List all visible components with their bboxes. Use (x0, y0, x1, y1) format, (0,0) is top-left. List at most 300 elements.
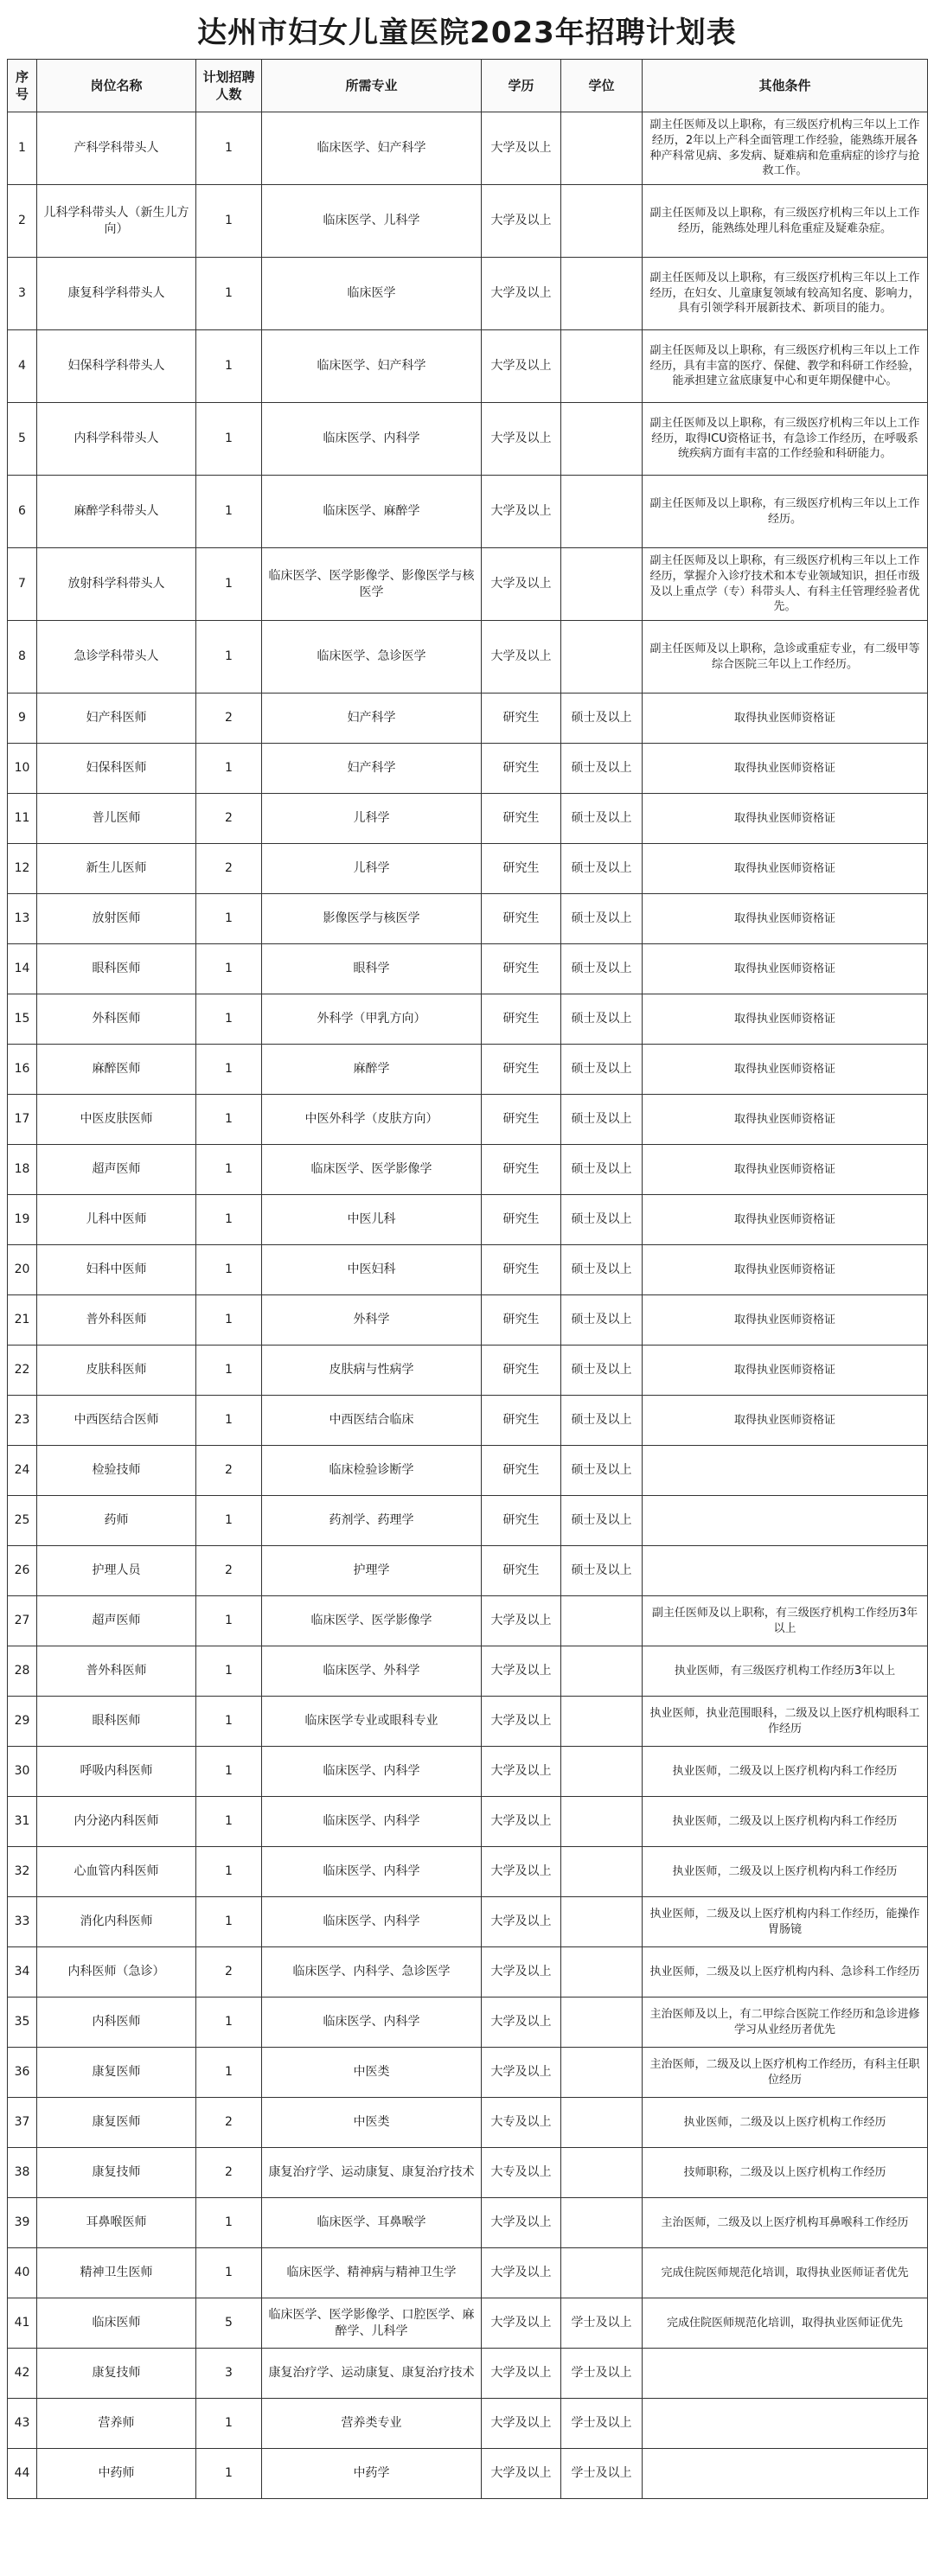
cell-degree (561, 1947, 643, 1998)
cell-education: 大学及以上 (482, 258, 561, 330)
table-row (8, 894, 928, 944)
cell-degree (561, 330, 643, 403)
cell-degree (561, 2148, 643, 2198)
table-row (8, 403, 928, 476)
cell-notes (643, 1496, 928, 1546)
cell-no: 33 (8, 1897, 37, 1947)
cell-no: 42 (8, 2349, 37, 2399)
cell-no: 11 (8, 794, 37, 844)
cell-education: 大学及以上 (482, 1947, 561, 1998)
cell-education: 大学及以上 (482, 2449, 561, 2499)
cell-degree (561, 1747, 643, 1797)
cell-notes: 副主任医师及以上职称，有三级医疗机构三年以上工作经历。 (643, 476, 928, 548)
cell-position: 皮肤科医师 (37, 1346, 196, 1396)
cell-major: 妇产科学 (262, 694, 482, 744)
cell-education: 研究生 (482, 894, 561, 944)
table-row (8, 2248, 928, 2298)
cell-notes: 执业医师，二级及以上医疗机构内科工作经历 (643, 1747, 928, 1797)
cell-degree (561, 2248, 643, 2298)
cell-major: 眼科学 (262, 944, 482, 994)
document-title: 达州市妇女儿童医院2023年招聘计划表 (197, 16, 737, 50)
cell-education: 大学及以上 (482, 2298, 561, 2349)
cell-position: 营养师 (37, 2399, 196, 2449)
cell-no: 14 (8, 944, 37, 994)
cell-position: 麻醉学科带头人 (37, 476, 196, 548)
table-row (8, 621, 928, 694)
cell-education: 大学及以上 (482, 2399, 561, 2449)
cell-position: 康复科学科带头人 (37, 258, 196, 330)
cell-major: 康复治疗学、运动康复、康复治疗技术 (262, 2349, 482, 2399)
cell-degree: 学士及以上 (561, 2298, 643, 2349)
cell-count: 1 (196, 2048, 262, 2098)
cell-notes: 取得执业医师资格证 (643, 1245, 928, 1295)
cell-major: 中医妇科 (262, 1245, 482, 1295)
cell-count: 1 (196, 258, 262, 330)
cell-no: 25 (8, 1496, 37, 1546)
table-row (8, 2349, 928, 2399)
cell-degree (561, 621, 643, 694)
table-row (8, 548, 928, 621)
cell-education: 研究生 (482, 1496, 561, 1546)
cell-position: 妇科中医师 (37, 1245, 196, 1295)
cell-degree: 硕士及以上 (561, 844, 643, 894)
cell-position: 妇产科医师 (37, 694, 196, 744)
cell-major: 临床医学、耳鼻喉学 (262, 2198, 482, 2248)
cell-notes: 取得执业医师资格证 (643, 1145, 928, 1195)
cell-degree: 硕士及以上 (561, 1145, 643, 1195)
cell-count: 1 (196, 2248, 262, 2298)
cell-education: 研究生 (482, 1195, 561, 1245)
table-row (8, 1646, 928, 1697)
cell-count: 1 (196, 1045, 262, 1095)
cell-no: 10 (8, 744, 37, 794)
cell-position: 康复技师 (37, 2349, 196, 2399)
cell-degree (561, 2098, 643, 2148)
cell-major: 临床医学、儿科学 (262, 185, 482, 258)
cell-position: 眼科医师 (37, 1697, 196, 1747)
cell-position: 放射医师 (37, 894, 196, 944)
cell-no: 35 (8, 1998, 37, 2048)
cell-education: 大学及以上 (482, 476, 561, 548)
cell-education: 大学及以上 (482, 548, 561, 621)
cell-education: 大学及以上 (482, 112, 561, 185)
table-row (8, 1396, 928, 1446)
cell-position: 内科学科带头人 (37, 403, 196, 476)
cell-major: 营养类专业 (262, 2399, 482, 2449)
cell-degree (561, 185, 643, 258)
cell-education: 大学及以上 (482, 2048, 561, 2098)
cell-no: 20 (8, 1245, 37, 1295)
cell-notes (643, 2449, 928, 2499)
cell-no: 26 (8, 1546, 37, 1596)
cell-no: 6 (8, 476, 37, 548)
cell-education: 研究生 (482, 1295, 561, 1346)
cell-degree (561, 1697, 643, 1747)
table-row (8, 1897, 928, 1947)
table-row (8, 1847, 928, 1897)
cell-no: 27 (8, 1596, 37, 1646)
cell-no: 24 (8, 1446, 37, 1496)
cell-notes: 取得执业医师资格证 (643, 1346, 928, 1396)
cell-education: 研究生 (482, 844, 561, 894)
cell-no: 40 (8, 2248, 37, 2298)
cell-notes: 主治医师及以上，有二甲综合医院工作经历和急诊进修学习从业经历者优先 (643, 1998, 928, 2048)
cell-major: 皮肤病与性病学 (262, 1346, 482, 1396)
cell-count: 1 (196, 1295, 262, 1346)
cell-education: 大学及以上 (482, 1998, 561, 2048)
header-count: 计划招聘人数 (196, 60, 262, 112)
cell-no: 21 (8, 1295, 37, 1346)
cell-major: 临床医学、内科学 (262, 1998, 482, 2048)
cell-count: 1 (196, 112, 262, 185)
cell-major: 临床医学、医学影像学 (262, 1596, 482, 1646)
cell-degree (561, 1797, 643, 1847)
cell-count: 1 (196, 185, 262, 258)
cell-education: 大学及以上 (482, 1596, 561, 1646)
table-row (8, 794, 928, 844)
cell-degree: 硕士及以上 (561, 1446, 643, 1496)
cell-notes: 执业医师，二级及以上医疗机构工作经历 (643, 2098, 928, 2148)
cell-major: 临床医学、急诊医学 (262, 621, 482, 694)
cell-notes (643, 1546, 928, 1596)
cell-notes: 执业医师，执业范围眼科，二级及以上医疗机构眼科工作经历 (643, 1697, 928, 1747)
cell-notes: 执业医师，二级及以上医疗机构内科、急诊科工作经历 (643, 1947, 928, 1998)
cell-major: 临床医学、内科学、急诊医学 (262, 1947, 482, 1998)
cell-no: 3 (8, 258, 37, 330)
table-row (8, 1947, 928, 1998)
table-row (8, 1446, 928, 1496)
table-row (8, 1145, 928, 1195)
cell-degree (561, 2048, 643, 2098)
cell-degree (561, 1998, 643, 2048)
cell-education: 大学及以上 (482, 1747, 561, 1797)
cell-position: 普外科医师 (37, 1295, 196, 1346)
cell-major: 外科学 (262, 1295, 482, 1346)
cell-notes: 完成住院医师规范化培训，取得执业医师证优先 (643, 2298, 928, 2349)
cell-major: 中西医结合临床 (262, 1396, 482, 1446)
cell-degree: 硕士及以上 (561, 1245, 643, 1295)
cell-count: 2 (196, 1446, 262, 1496)
cell-no: 4 (8, 330, 37, 403)
cell-notes: 取得执业医师资格证 (643, 794, 928, 844)
cell-position: 放射科学科带头人 (37, 548, 196, 621)
cell-major: 临床医学、精神病与精神卫生学 (262, 2248, 482, 2298)
cell-education: 大学及以上 (482, 403, 561, 476)
cell-count: 1 (196, 1646, 262, 1697)
cell-no: 13 (8, 894, 37, 944)
cell-major: 麻醉学 (262, 1045, 482, 1095)
cell-notes: 副主任医师及以上职称，有三级医疗机构三年以上工作经历，取得ICU资格证书，有急诊工作经历，在呼吸系统疾病方面有丰富的工作经验和科研能力。 (643, 403, 928, 476)
cell-degree: 硕士及以上 (561, 894, 643, 944)
cell-education: 研究生 (482, 1245, 561, 1295)
cell-notes: 副主任医师及以上职称，有三级医疗机构三年以上工作经历，具有丰富的医疗、保健、教学和科研工作经验，能承担建立盆底康复中心和更年期保健中心。 (643, 330, 928, 403)
cell-position: 超声医师 (37, 1596, 196, 1646)
cell-no: 39 (8, 2198, 37, 2248)
table-row (8, 1295, 928, 1346)
table-row (8, 2399, 928, 2449)
cell-position: 外科医师 (37, 994, 196, 1045)
table-row (8, 2148, 928, 2198)
cell-major: 临床医学、麻醉学 (262, 476, 482, 548)
cell-degree: 硕士及以上 (561, 1496, 643, 1546)
cell-education: 大学及以上 (482, 2198, 561, 2248)
cell-position: 护理人员 (37, 1546, 196, 1596)
cell-no: 12 (8, 844, 37, 894)
cell-education: 研究生 (482, 1346, 561, 1396)
cell-major: 儿科学 (262, 844, 482, 894)
cell-position: 精神卫生医师 (37, 2248, 196, 2298)
cell-position: 产科学科带头人 (37, 112, 196, 185)
cell-degree (561, 258, 643, 330)
table-row (8, 2048, 928, 2098)
cell-education: 大学及以上 (482, 621, 561, 694)
cell-notes: 取得执业医师资格证 (643, 694, 928, 744)
table-row (8, 258, 928, 330)
cell-major: 中药学 (262, 2449, 482, 2499)
cell-notes: 主治医师，二级及以上医疗机构耳鼻喉科工作经历 (643, 2198, 928, 2248)
cell-position: 儿科中医师 (37, 1195, 196, 1245)
table-row (8, 1998, 928, 2048)
cell-no: 15 (8, 994, 37, 1045)
table-row (8, 2449, 928, 2499)
cell-major: 临床医学、内科学 (262, 403, 482, 476)
cell-position: 超声医师 (37, 1145, 196, 1195)
cell-no: 1 (8, 112, 37, 185)
cell-position: 儿科学科带头人（新生儿方向） (37, 185, 196, 258)
cell-position: 康复医师 (37, 2048, 196, 2098)
table-header-row (8, 60, 928, 112)
table-row (8, 1195, 928, 1245)
cell-count: 1 (196, 1095, 262, 1145)
cell-count: 1 (196, 1396, 262, 1446)
cell-education: 大专及以上 (482, 2148, 561, 2198)
cell-position: 中药师 (37, 2449, 196, 2499)
cell-notes: 副主任医师及以上职称，急诊或重症专业，有二级甲等综合医院三年以上工作经历。 (643, 621, 928, 694)
cell-education: 大学及以上 (482, 1646, 561, 1697)
cell-count: 1 (196, 1346, 262, 1396)
cell-notes: 完成住院医师规范化培训，取得执业医师证者优先 (643, 2248, 928, 2298)
cell-position: 内分泌内科医师 (37, 1797, 196, 1847)
cell-count: 1 (196, 1998, 262, 2048)
cell-position: 康复医师 (37, 2098, 196, 2148)
cell-education: 大学及以上 (482, 330, 561, 403)
cell-no: 23 (8, 1396, 37, 1446)
cell-notes: 取得执业医师资格证 (643, 1045, 928, 1095)
cell-position: 康复技师 (37, 2148, 196, 2198)
cell-degree: 硕士及以上 (561, 694, 643, 744)
cell-count: 3 (196, 2349, 262, 2399)
cell-count: 1 (196, 548, 262, 621)
cell-count: 1 (196, 744, 262, 794)
cell-no: 7 (8, 548, 37, 621)
table-body (8, 112, 928, 2499)
cell-degree: 学士及以上 (561, 2449, 643, 2499)
cell-education: 研究生 (482, 1045, 561, 1095)
cell-education: 大专及以上 (482, 2098, 561, 2148)
cell-degree (561, 1847, 643, 1897)
table-row (8, 1496, 928, 1546)
cell-position: 内科医师（急诊） (37, 1947, 196, 1998)
cell-position: 普外科医师 (37, 1646, 196, 1697)
cell-degree (561, 1596, 643, 1646)
table-row (8, 2198, 928, 2248)
cell-no: 29 (8, 1697, 37, 1747)
cell-major: 临床医学、内科学 (262, 1897, 482, 1947)
cell-no: 43 (8, 2399, 37, 2449)
table-row (8, 476, 928, 548)
table-row (8, 2098, 928, 2148)
cell-position: 中医皮肤医师 (37, 1095, 196, 1145)
table-row (8, 1797, 928, 1847)
cell-no: 5 (8, 403, 37, 476)
table-row (8, 112, 928, 185)
cell-education: 研究生 (482, 1095, 561, 1145)
cell-degree: 硕士及以上 (561, 1546, 643, 1596)
cell-major: 临床医学、医学影像学 (262, 1145, 482, 1195)
cell-notes: 取得执业医师资格证 (643, 1195, 928, 1245)
cell-degree: 学士及以上 (561, 2399, 643, 2449)
cell-education: 研究生 (482, 1396, 561, 1446)
cell-no: 38 (8, 2148, 37, 2198)
cell-major: 临床医学、内科学 (262, 1797, 482, 1847)
cell-no: 16 (8, 1045, 37, 1095)
cell-education: 研究生 (482, 994, 561, 1045)
cell-major: 中医类 (262, 2048, 482, 2098)
cell-position: 耳鼻喉医师 (37, 2198, 196, 2248)
table-row (8, 994, 928, 1045)
cell-count: 1 (196, 330, 262, 403)
cell-major: 临床医学、医学影像学、影像医学与核医学 (262, 548, 482, 621)
cell-notes: 主治医师，二级及以上医疗机构工作经历，有科主任职位经历 (643, 2048, 928, 2098)
cell-degree (561, 2198, 643, 2248)
cell-major: 临床医学、外科学 (262, 1646, 482, 1697)
cell-count: 2 (196, 694, 262, 744)
cell-education: 研究生 (482, 794, 561, 844)
cell-major: 中医儿科 (262, 1195, 482, 1245)
cell-degree: 硕士及以上 (561, 744, 643, 794)
cell-no: 44 (8, 2449, 37, 2499)
cell-no: 32 (8, 1847, 37, 1897)
cell-count: 2 (196, 794, 262, 844)
cell-degree: 硕士及以上 (561, 1346, 643, 1396)
cell-no: 41 (8, 2298, 37, 2349)
cell-major: 临床医学、内科学 (262, 1747, 482, 1797)
cell-no: 30 (8, 1747, 37, 1797)
cell-position: 消化内科医师 (37, 1897, 196, 1947)
cell-major: 护理学 (262, 1546, 482, 1596)
cell-education: 研究生 (482, 1446, 561, 1496)
cell-education: 大学及以上 (482, 2248, 561, 2298)
cell-position: 新生儿医师 (37, 844, 196, 894)
cell-major: 儿科学 (262, 794, 482, 844)
header-notes: 其他条件 (643, 60, 928, 112)
cell-notes: 取得执业医师资格证 (643, 744, 928, 794)
cell-notes: 技师职称，二级及以上医疗机构工作经历 (643, 2148, 928, 2198)
cell-count: 1 (196, 1245, 262, 1295)
cell-major: 外科学（甲乳方向） (262, 994, 482, 1045)
cell-major: 妇产科学 (262, 744, 482, 794)
cell-major: 药剂学、药理学 (262, 1496, 482, 1546)
table-row (8, 1596, 928, 1646)
cell-notes (643, 1446, 928, 1496)
cell-count: 2 (196, 1546, 262, 1596)
cell-count: 1 (196, 1195, 262, 1245)
table-row (8, 185, 928, 258)
cell-major: 中医外科学（皮肤方向） (262, 1095, 482, 1145)
cell-degree: 硕士及以上 (561, 944, 643, 994)
cell-count: 1 (196, 994, 262, 1045)
cell-position: 普儿医师 (37, 794, 196, 844)
cell-position: 急诊学科带头人 (37, 621, 196, 694)
cell-position: 检验技师 (37, 1446, 196, 1496)
cell-education: 大学及以上 (482, 1697, 561, 1747)
cell-major: 中医类 (262, 2098, 482, 2148)
cell-degree: 硕士及以上 (561, 794, 643, 844)
cell-no: 9 (8, 694, 37, 744)
cell-notes: 执业医师，二级及以上医疗机构内科工作经历 (643, 1847, 928, 1897)
cell-major: 临床医学、妇产科学 (262, 330, 482, 403)
cell-major: 临床医学 (262, 258, 482, 330)
cell-degree (561, 548, 643, 621)
recruitment-plan-table (7, 59, 928, 2499)
cell-position: 呼吸内科医师 (37, 1747, 196, 1797)
cell-education: 研究生 (482, 1145, 561, 1195)
cell-education: 研究生 (482, 1546, 561, 1596)
cell-count: 1 (196, 944, 262, 994)
cell-no: 17 (8, 1095, 37, 1145)
cell-major: 临床医学、妇产科学 (262, 112, 482, 185)
cell-major: 临床医学、医学影像学、口腔医学、麻醉学、儿科学 (262, 2298, 482, 2349)
cell-position: 内科医师 (37, 1998, 196, 2048)
cell-position: 麻醉医师 (37, 1045, 196, 1095)
cell-notes: 副主任医师及以上职称，有三级医疗机构三年以上工作经历，能熟练处理儿科危重症及疑难杂症。 (643, 185, 928, 258)
cell-position: 妇保科学科带头人 (37, 330, 196, 403)
cell-major: 临床检验诊断学 (262, 1446, 482, 1496)
cell-notes: 取得执业医师资格证 (643, 994, 928, 1045)
cell-count: 1 (196, 1897, 262, 1947)
cell-count: 1 (196, 1747, 262, 1797)
cell-position: 眼科医师 (37, 944, 196, 994)
cell-no: 34 (8, 1947, 37, 1998)
cell-degree: 硕士及以上 (561, 1095, 643, 1145)
cell-education: 研究生 (482, 694, 561, 744)
cell-notes (643, 2349, 928, 2399)
table-row (8, 744, 928, 794)
cell-count: 1 (196, 1496, 262, 1546)
cell-count: 5 (196, 2298, 262, 2349)
header-major: 所需专业 (262, 60, 482, 112)
cell-education: 大学及以上 (482, 1797, 561, 1847)
cell-education: 研究生 (482, 744, 561, 794)
cell-notes: 取得执业医师资格证 (643, 1095, 928, 1145)
cell-degree: 硕士及以上 (561, 1295, 643, 1346)
cell-count: 1 (196, 621, 262, 694)
cell-degree (561, 1897, 643, 1947)
cell-education: 大学及以上 (482, 185, 561, 258)
cell-no: 2 (8, 185, 37, 258)
table-row (8, 1346, 928, 1396)
cell-count: 1 (196, 2198, 262, 2248)
table-row (8, 944, 928, 994)
table-row (8, 330, 928, 403)
cell-degree: 学士及以上 (561, 2349, 643, 2399)
cell-major: 康复治疗学、运动康复、康复治疗技术 (262, 2148, 482, 2198)
table-row (8, 1697, 928, 1747)
cell-count: 1 (196, 1145, 262, 1195)
cell-education: 大学及以上 (482, 1847, 561, 1897)
header-degree: 学位 (561, 60, 643, 112)
cell-notes: 取得执业医师资格证 (643, 1396, 928, 1446)
